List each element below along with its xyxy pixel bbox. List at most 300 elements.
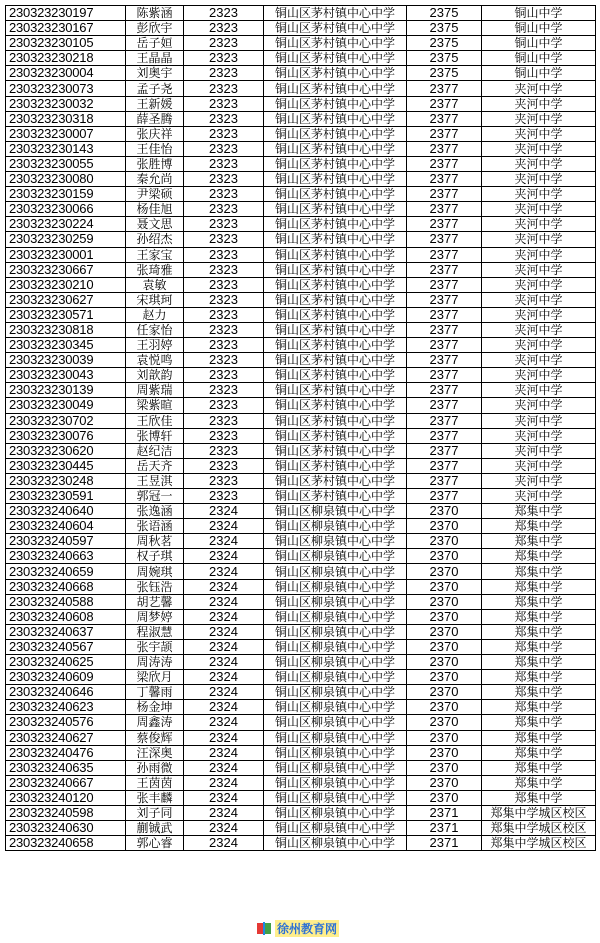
target-code-cell: 2371: [407, 805, 482, 820]
table-row: [6, 262, 596, 277]
exam-id-cell: 230323230818: [6, 322, 126, 337]
table-row: [6, 489, 596, 504]
target-code-cell: 2370: [407, 639, 482, 654]
target-code-cell: 2375: [407, 66, 482, 81]
student-name-cell: 薛圣腾: [126, 111, 184, 126]
table-row: [6, 383, 596, 398]
exam-id-cell: 230323230049: [6, 398, 126, 413]
school-name-cell: 铜山区柳泉镇中心中学: [264, 685, 407, 700]
target-school-cell: 夹河中学: [482, 156, 596, 171]
school-name-cell: 铜山区茅村镇中心中学: [264, 36, 407, 51]
exam-id-cell: 230323230318: [6, 111, 126, 126]
exam-id-cell: 230323230007: [6, 126, 126, 141]
school-name-cell: 铜山区柳泉镇中心中学: [264, 700, 407, 715]
student-name-cell: 王羽婷: [126, 338, 184, 353]
table-row: [6, 202, 596, 217]
table-row: [6, 141, 596, 156]
student-name-cell: 王昱淇: [126, 473, 184, 488]
student-name-cell: 宋琪珂: [126, 292, 184, 307]
school-code-cell: 2324: [184, 624, 264, 639]
target-school-cell: 夹河中学: [482, 398, 596, 413]
target-code-cell: 2377: [407, 126, 482, 141]
table-row: [6, 36, 596, 51]
student-name-cell: 张庆祥: [126, 126, 184, 141]
school-code-cell: 2324: [184, 655, 264, 670]
school-code-cell: 2324: [184, 821, 264, 836]
school-name-cell: 铜山区茅村镇中心中学: [264, 489, 407, 504]
table-row: [6, 564, 596, 579]
exam-id-cell: 230323230445: [6, 458, 126, 473]
school-name-cell: 铜山区茅村镇中心中学: [264, 66, 407, 81]
school-code-cell: 2323: [184, 247, 264, 262]
target-code-cell: 2377: [407, 141, 482, 156]
target-school-cell: 夹河中学: [482, 141, 596, 156]
school-name-cell: 铜山区茅村镇中心中学: [264, 473, 407, 488]
exam-id-cell: 230323230248: [6, 473, 126, 488]
exam-id-cell: 230323230032: [6, 96, 126, 111]
table-row: [6, 322, 596, 337]
exam-id-cell: 230323240608: [6, 609, 126, 624]
target-code-cell: 2375: [407, 51, 482, 66]
table-row: [6, 232, 596, 247]
exam-id-cell: 230323230001: [6, 247, 126, 262]
target-code-cell: 2377: [407, 81, 482, 96]
table-row: [6, 398, 596, 413]
target-school-cell: 铜山中学: [482, 66, 596, 81]
exam-id-cell: 230323230105: [6, 36, 126, 51]
table-row: [6, 428, 596, 443]
target-code-cell: 2377: [407, 368, 482, 383]
student-name-cell: 程淑慧: [126, 624, 184, 639]
student-name-cell: 周梦婷: [126, 609, 184, 624]
target-code-cell: 2377: [407, 156, 482, 171]
target-school-cell: 夹河中学: [482, 187, 596, 202]
table-row: [6, 277, 596, 292]
school-name-cell: 铜山区茅村镇中心中学: [264, 277, 407, 292]
admission-table-body: [6, 6, 596, 851]
target-school-cell: 郑集中学: [482, 760, 596, 775]
exam-id-cell: 230323240646: [6, 685, 126, 700]
exam-id-cell: 230323240630: [6, 821, 126, 836]
school-code-cell: 2324: [184, 519, 264, 534]
table-row: [6, 81, 596, 96]
target-school-cell: 夹河中学: [482, 247, 596, 262]
target-school-cell: 夹河中学: [482, 111, 596, 126]
target-code-cell: 2377: [407, 232, 482, 247]
school-code-cell: 2323: [184, 126, 264, 141]
target-school-cell: 郑集中学: [482, 790, 596, 805]
exam-id-cell: 230323230143: [6, 141, 126, 156]
target-school-cell: 夹河中学: [482, 126, 596, 141]
exam-id-cell: 230323230259: [6, 232, 126, 247]
student-name-cell: 张宇颉: [126, 639, 184, 654]
target-school-cell: 夹河中学: [482, 172, 596, 187]
student-name-cell: 周秋茗: [126, 534, 184, 549]
table-row: [6, 790, 596, 805]
school-code-cell: 2324: [184, 790, 264, 805]
exam-id-cell: 230323230139: [6, 383, 126, 398]
exam-id-cell: 230323240663: [6, 549, 126, 564]
target-code-cell: 2377: [407, 247, 482, 262]
target-code-cell: 2377: [407, 489, 482, 504]
target-school-cell: 夹河中学: [482, 277, 596, 292]
exam-id-cell: 230323230073: [6, 81, 126, 96]
student-name-cell: 权子琪: [126, 549, 184, 564]
school-name-cell: 铜山区茅村镇中心中学: [264, 292, 407, 307]
school-code-cell: 2323: [184, 292, 264, 307]
student-name-cell: 任家怡: [126, 322, 184, 337]
target-school-cell: 郑集中学城区校区: [482, 821, 596, 836]
school-name-cell: 铜山区茅村镇中心中学: [264, 21, 407, 36]
target-code-cell: 2370: [407, 549, 482, 564]
table-row: [6, 655, 596, 670]
exam-id-cell: 230323230627: [6, 292, 126, 307]
exam-id-cell: 230323230076: [6, 428, 126, 443]
student-name-cell: 周婉琪: [126, 564, 184, 579]
table-row: [6, 21, 596, 36]
admission-table-container: [5, 5, 595, 851]
target-code-cell: 2370: [407, 685, 482, 700]
exam-id-cell: 230323240627: [6, 730, 126, 745]
target-school-cell: 夹河中学: [482, 202, 596, 217]
school-name-cell: 铜山区柳泉镇中心中学: [264, 655, 407, 670]
student-name-cell: 赵力: [126, 307, 184, 322]
student-name-cell: 王欣佳: [126, 413, 184, 428]
target-code-cell: 2375: [407, 36, 482, 51]
school-name-cell: 铜山区柳泉镇中心中学: [264, 670, 407, 685]
admission-table: [5, 5, 596, 851]
table-row: [6, 760, 596, 775]
table-row: [6, 534, 596, 549]
school-name-cell: 铜山区茅村镇中心中学: [264, 443, 407, 458]
target-school-cell: 夹河中学: [482, 217, 596, 232]
student-name-cell: 周鑫涛: [126, 715, 184, 730]
target-code-cell: 2370: [407, 519, 482, 534]
school-name-cell: 铜山区柳泉镇中心中学: [264, 760, 407, 775]
target-school-cell: 郑集中学: [482, 715, 596, 730]
target-code-cell: 2377: [407, 443, 482, 458]
exam-id-cell: 230323240637: [6, 624, 126, 639]
exam-id-cell: 230323240625: [6, 655, 126, 670]
exam-id-cell: 230323230167: [6, 21, 126, 36]
student-name-cell: 岳子姮: [126, 36, 184, 51]
student-name-cell: 刘奥宇: [126, 66, 184, 81]
school-name-cell: 铜山区柳泉镇中心中学: [264, 519, 407, 534]
exam-id-cell: 230323240609: [6, 670, 126, 685]
school-code-cell: 2324: [184, 504, 264, 519]
school-code-cell: 2323: [184, 51, 264, 66]
student-name-cell: 王家宝: [126, 247, 184, 262]
school-name-cell: 铜山区茅村镇中心中学: [264, 428, 407, 443]
watermark: [256, 917, 339, 939]
target-school-cell: 郑集中学城区校区: [482, 836, 596, 851]
table-row: [6, 730, 596, 745]
school-code-cell: 2323: [184, 232, 264, 247]
exam-id-cell: 230323240588: [6, 594, 126, 609]
target-school-cell: 郑集中学: [482, 609, 596, 624]
school-name-cell: 铜山区柳泉镇中心中学: [264, 745, 407, 760]
school-code-cell: 2323: [184, 81, 264, 96]
target-code-cell: 2370: [407, 715, 482, 730]
target-code-cell: 2371: [407, 821, 482, 836]
target-school-cell: 铜山中学: [482, 51, 596, 66]
student-name-cell: 王佳怡: [126, 141, 184, 156]
school-code-cell: 2324: [184, 730, 264, 745]
student-name-cell: 张逸涵: [126, 504, 184, 519]
school-code-cell: 2323: [184, 307, 264, 322]
table-row: [6, 504, 596, 519]
target-code-cell: 2375: [407, 21, 482, 36]
school-code-cell: 2323: [184, 413, 264, 428]
school-code-cell: 2323: [184, 458, 264, 473]
school-name-cell: 铜山区柳泉镇中心中学: [264, 805, 407, 820]
exam-id-cell: 230323230197: [6, 6, 126, 21]
school-name-cell: 铜山区茅村镇中心中学: [264, 247, 407, 262]
table-row: [6, 715, 596, 730]
exam-id-cell: 230323240598: [6, 805, 126, 820]
table-row: [6, 96, 596, 111]
target-code-cell: 2377: [407, 458, 482, 473]
table-row: [6, 217, 596, 232]
target-code-cell: 2370: [407, 655, 482, 670]
table-row: [6, 579, 596, 594]
school-name-cell: 铜山区柳泉镇中心中学: [264, 624, 407, 639]
exam-id-cell: 230323230080: [6, 172, 126, 187]
student-name-cell: 张胜博: [126, 156, 184, 171]
target-code-cell: 2377: [407, 322, 482, 337]
target-code-cell: 2377: [407, 383, 482, 398]
target-school-cell: 夹河中学: [482, 81, 596, 96]
student-name-cell: 郭心睿: [126, 836, 184, 851]
student-name-cell: 陈紫涵: [126, 6, 184, 21]
student-name-cell: 蔡俊辉: [126, 730, 184, 745]
table-row: [6, 443, 596, 458]
school-name-cell: 铜山区茅村镇中心中学: [264, 111, 407, 126]
table-row: [6, 368, 596, 383]
school-code-cell: 2324: [184, 805, 264, 820]
school-code-cell: 2323: [184, 398, 264, 413]
school-name-cell: 铜山区柳泉镇中心中学: [264, 549, 407, 564]
target-code-cell: 2375: [407, 6, 482, 21]
target-school-cell: 郑集中学: [482, 549, 596, 564]
table-row: [6, 126, 596, 141]
table-row: [6, 338, 596, 353]
target-school-cell: 夹河中学: [482, 292, 596, 307]
student-name-cell: 王晶晶: [126, 51, 184, 66]
student-name-cell: 郭冠一: [126, 489, 184, 504]
target-code-cell: 2377: [407, 217, 482, 232]
target-code-cell: 2370: [407, 624, 482, 639]
student-name-cell: 汪深奥: [126, 745, 184, 760]
school-code-cell: 2324: [184, 760, 264, 775]
school-name-cell: 铜山区茅村镇中心中学: [264, 51, 407, 66]
table-row: [6, 836, 596, 851]
school-code-cell: 2324: [184, 685, 264, 700]
target-school-cell: 夹河中学: [482, 413, 596, 428]
target-code-cell: 2377: [407, 473, 482, 488]
school-code-cell: 2323: [184, 187, 264, 202]
target-code-cell: 2377: [407, 353, 482, 368]
student-name-cell: 杨佳旭: [126, 202, 184, 217]
target-school-cell: 郑集中学城区校区: [482, 805, 596, 820]
table-row: [6, 458, 596, 473]
school-name-cell: 铜山区柳泉镇中心中学: [264, 594, 407, 609]
target-school-cell: 郑集中学: [482, 624, 596, 639]
target-school-cell: 铜山中学: [482, 36, 596, 51]
school-name-cell: 铜山区茅村镇中心中学: [264, 307, 407, 322]
school-code-cell: 2323: [184, 383, 264, 398]
target-school-cell: 夹河中学: [482, 96, 596, 111]
exam-id-cell: 230323230224: [6, 217, 126, 232]
table-row: [6, 51, 596, 66]
student-name-cell: 孟子尧: [126, 81, 184, 96]
student-name-cell: 秦允尚: [126, 172, 184, 187]
school-name-cell: 铜山区茅村镇中心中学: [264, 156, 407, 171]
exam-id-cell: 230323240120: [6, 790, 126, 805]
school-name-cell: 铜山区柳泉镇中心中学: [264, 564, 407, 579]
school-name-cell: 铜山区茅村镇中心中学: [264, 353, 407, 368]
target-code-cell: 2377: [407, 413, 482, 428]
student-name-cell: 梁欣月: [126, 670, 184, 685]
student-name-cell: 张丰麟: [126, 790, 184, 805]
exam-id-cell: 230323240567: [6, 639, 126, 654]
exam-id-cell: 230323230039: [6, 353, 126, 368]
school-code-cell: 2323: [184, 443, 264, 458]
student-name-cell: 梁紫暄: [126, 398, 184, 413]
school-code-cell: 2324: [184, 534, 264, 549]
target-code-cell: 2377: [407, 111, 482, 126]
school-name-cell: 铜山区茅村镇中心中学: [264, 262, 407, 277]
student-name-cell: 胡艺馨: [126, 594, 184, 609]
exam-id-cell: 230323230210: [6, 277, 126, 292]
school-name-cell: 铜山区茅村镇中心中学: [264, 232, 407, 247]
school-code-cell: 2324: [184, 594, 264, 609]
student-name-cell: 岳天齐: [126, 458, 184, 473]
school-name-cell: 铜山区茅村镇中心中学: [264, 172, 407, 187]
table-row: [6, 156, 596, 171]
school-code-cell: 2323: [184, 353, 264, 368]
book-logo-icon: [256, 920, 272, 936]
school-name-cell: 铜山区柳泉镇中心中学: [264, 775, 407, 790]
student-name-cell: 袁敏: [126, 277, 184, 292]
school-code-cell: 2323: [184, 338, 264, 353]
school-code-cell: 2324: [184, 670, 264, 685]
school-code-cell: 2323: [184, 96, 264, 111]
student-name-cell: 孙雨微: [126, 760, 184, 775]
target-code-cell: 2371: [407, 836, 482, 851]
school-code-cell: 2324: [184, 639, 264, 654]
target-school-cell: 夹河中学: [482, 262, 596, 277]
exam-id-cell: 230323230620: [6, 443, 126, 458]
school-code-cell: 2323: [184, 428, 264, 443]
school-code-cell: 2323: [184, 141, 264, 156]
student-name-cell: 刘歆韵: [126, 368, 184, 383]
target-school-cell: 夹河中学: [482, 307, 596, 322]
watermark-text: 徐州教育网: [277, 921, 338, 936]
exam-id-cell: 230323240623: [6, 700, 126, 715]
table-row: [6, 519, 596, 534]
school-code-cell: 2323: [184, 322, 264, 337]
school-name-cell: 铜山区茅村镇中心中学: [264, 458, 407, 473]
school-name-cell: 铜山区茅村镇中心中学: [264, 187, 407, 202]
target-code-cell: 2370: [407, 730, 482, 745]
table-row: [6, 66, 596, 81]
school-code-cell: 2323: [184, 21, 264, 36]
exam-id-cell: 230323230591: [6, 489, 126, 504]
school-code-cell: 2323: [184, 111, 264, 126]
school-code-cell: 2324: [184, 564, 264, 579]
target-code-cell: 2377: [407, 202, 482, 217]
target-code-cell: 2377: [407, 307, 482, 322]
table-row: [6, 624, 596, 639]
school-name-cell: 铜山区柳泉镇中心中学: [264, 836, 407, 851]
school-code-cell: 2323: [184, 368, 264, 383]
table-row: [6, 292, 596, 307]
target-school-cell: 夹河中学: [482, 353, 596, 368]
exam-id-cell: 230323240576: [6, 715, 126, 730]
school-name-cell: 铜山区柳泉镇中心中学: [264, 821, 407, 836]
target-code-cell: 2377: [407, 428, 482, 443]
school-code-cell: 2323: [184, 156, 264, 171]
student-name-cell: 袁悦鸣: [126, 353, 184, 368]
school-name-cell: 铜山区茅村镇中心中学: [264, 413, 407, 428]
school-name-cell: 铜山区柳泉镇中心中学: [264, 534, 407, 549]
target-school-cell: 夹河中学: [482, 473, 596, 488]
exam-id-cell: 230323240635: [6, 760, 126, 775]
exam-id-cell: 230323240597: [6, 534, 126, 549]
student-name-cell: 张博轩: [126, 428, 184, 443]
student-name-cell: 张钰浩: [126, 579, 184, 594]
target-school-cell: 铜山中学: [482, 21, 596, 36]
school-name-cell: 铜山区茅村镇中心中学: [264, 338, 407, 353]
target-code-cell: 2370: [407, 790, 482, 805]
target-school-cell: 夹河中学: [482, 443, 596, 458]
target-code-cell: 2377: [407, 96, 482, 111]
school-name-cell: 铜山区茅村镇中心中学: [264, 96, 407, 111]
exam-id-cell: 230323240640: [6, 504, 126, 519]
target-school-cell: 夹河中学: [482, 458, 596, 473]
target-code-cell: 2377: [407, 277, 482, 292]
exam-id-cell: 230323240604: [6, 519, 126, 534]
exam-id-cell: 230323240659: [6, 564, 126, 579]
table-row: [6, 307, 596, 322]
school-code-cell: 2323: [184, 6, 264, 21]
target-code-cell: 2377: [407, 398, 482, 413]
target-school-cell: 郑集中学: [482, 639, 596, 654]
table-row: [6, 745, 596, 760]
table-row: [6, 805, 596, 820]
table-row: [6, 172, 596, 187]
school-name-cell: 铜山区茅村镇中心中学: [264, 368, 407, 383]
school-code-cell: 2324: [184, 609, 264, 624]
target-school-cell: 郑集中学: [482, 745, 596, 760]
school-name-cell: 铜山区柳泉镇中心中学: [264, 609, 407, 624]
table-row: [6, 700, 596, 715]
student-name-cell: 蒯铖武: [126, 821, 184, 836]
target-school-cell: 夹河中学: [482, 368, 596, 383]
target-school-cell: 郑集中学: [482, 564, 596, 579]
target-school-cell: 郑集中学: [482, 655, 596, 670]
school-name-cell: 铜山区茅村镇中心中学: [264, 398, 407, 413]
school-code-cell: 2324: [184, 579, 264, 594]
table-row: [6, 187, 596, 202]
table-row: [6, 353, 596, 368]
exam-id-cell: 230323240658: [6, 836, 126, 851]
exam-id-cell: 230323230667: [6, 262, 126, 277]
target-school-cell: 夹河中学: [482, 322, 596, 337]
school-code-cell: 2323: [184, 277, 264, 292]
student-name-cell: 聂文思: [126, 217, 184, 232]
